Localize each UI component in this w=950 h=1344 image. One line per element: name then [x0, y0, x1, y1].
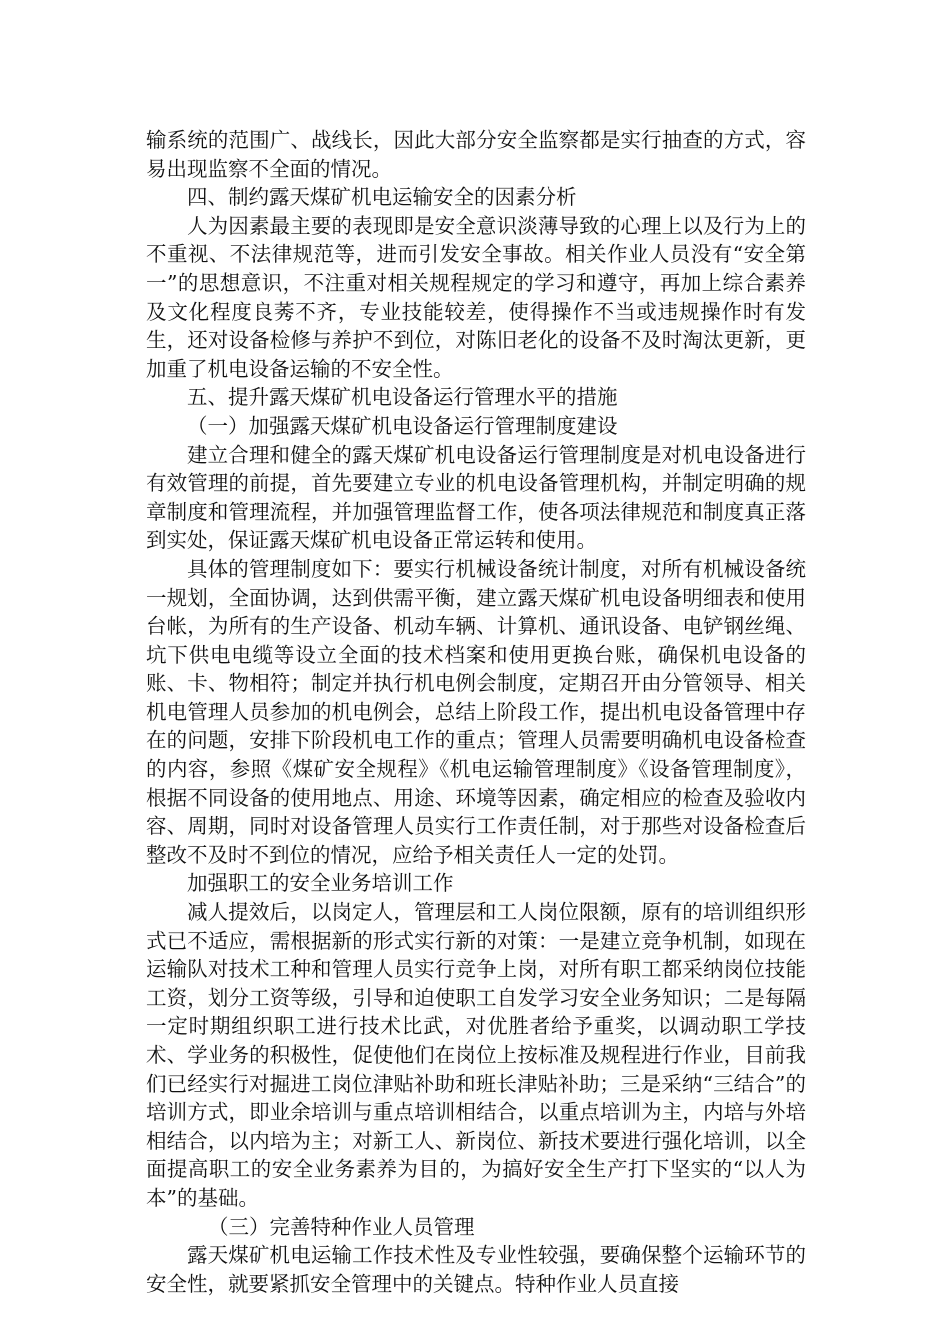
paragraph-human-factors: 人为因素最主要的表现即是安全意识淡薄导致的心理上以及行为上的不重视、不法律规范等，进而引发安全事故。相关作业人员没有“安全第一”的思想意识，不注重对相关规程规定的学习和遵守，再加上综合素养及文化程度良莠不齐，专业技能较差，使得操作不当或违规操作时有发生，还对设备检修与养护不到位，对陈旧老化的设备不及时淘汰更新，更加重了机电设备运输的不安全性。 — [146, 213, 806, 381]
subsection-heading-1: （一）加强露天煤矿机电设备运行管理制度建设 — [187, 413, 618, 438]
paragraph-continuation: 输系统的范围广、战线长，因此大部分安全监察都是实行抽查的方式，容易出现监察不全面的情况。 — [146, 128, 806, 181]
document-body — [146, 126, 806, 1298]
subsection-heading-3: （三）完善特种作业人员管理 — [208, 1214, 475, 1239]
paragraph-specific-rules: 具体的管理制度如下：要实行机械设备统计制度，对所有机械设备统一规划，全面协调，达到供需平衡，建立露天煤矿机电设备明细表和使用台帐，为所有的生产设备、机动车辆、计算机、通讯设备、电铲钢丝绳、坑下供电电缆等设立全面的技术档案和使用更换台账，确保机电设备的账、卡、物相符；制定并执行机电例会制度，定期召开由分管领导、相关机电管理人员参加的机电例会，总结上阶段工作，提出机电设备管理中存在的问题，安排下阶段机电工作的重点；管理人员需要明确机电设备检查的内容，参照《煤矿安全规程》《机电运输管理制度》《设备管理制度》，根据不同设备的使用地点、用途、环境等因素，确定相应的检查及验收内容、周期，同时对设备管理人员实行工作责任制，对于那些对设备检查后整改不及时不到位的情况，应给予相关责任人一定的处罚。 — [146, 556, 806, 867]
paragraph-special-operators: 露天煤矿机电运输工作技术性及专业性较强，要确保整个运输环节的安全性，就要紧抓安全管理中的关键点。特种作业人员直接 — [146, 1243, 806, 1296]
paragraph-training: 减人提效后，以岗定人，管理层和工人岗位限额，原有的培训组织形式已不适应，需根据新的形式实行新的对策：一是建立竞争机制，如现在运输队对技术工种和管理人员实行竞争上岗，对所有职工都采纳岗位技能工资，划分工资等级，引导和迫使职工自发学习安全业务知识；二是每隔一定时期组织职工进行技术比武，对优胜者给予重奖，以调动职工学技术、学业务的积极性，促使他们在岗位上按标准及规程进行作业，目前我们已经实行对掘进工岗位津贴补助和班长津贴补助；三是采纳“三结合”的培训方式，即业余培训与重点培训相结合，以重点培训为主，内培与外培相结合，以内培为主；对新工人、新岗位、新技术要进行强化培训，以全面提高职工的安全业务素养为目的，为搞好安全生产打下坚实的“以人为本”的基础。 — [146, 900, 806, 1210]
section-heading-4: 四、制约露天煤矿机电运输安全的因素分析 — [187, 185, 577, 210]
paragraph-management-system: 建立合理和健全的露天煤矿机电设备运行管理制度是对机电设备进行有效管理的前提，首先要建立专业的机电设备管理机构，并制定明确的规章制度和管理流程，并加强管理监督工作，使各项法律规范和制度真正落到实处，保证露天煤矿机电设备正常运转和使用。 — [146, 442, 806, 553]
section-heading-5: 五、提升露天煤矿机电设备运行管理水平的措施 — [187, 385, 618, 410]
subsection-heading-training: 加强职工的安全业务培训工作 — [187, 871, 454, 896]
